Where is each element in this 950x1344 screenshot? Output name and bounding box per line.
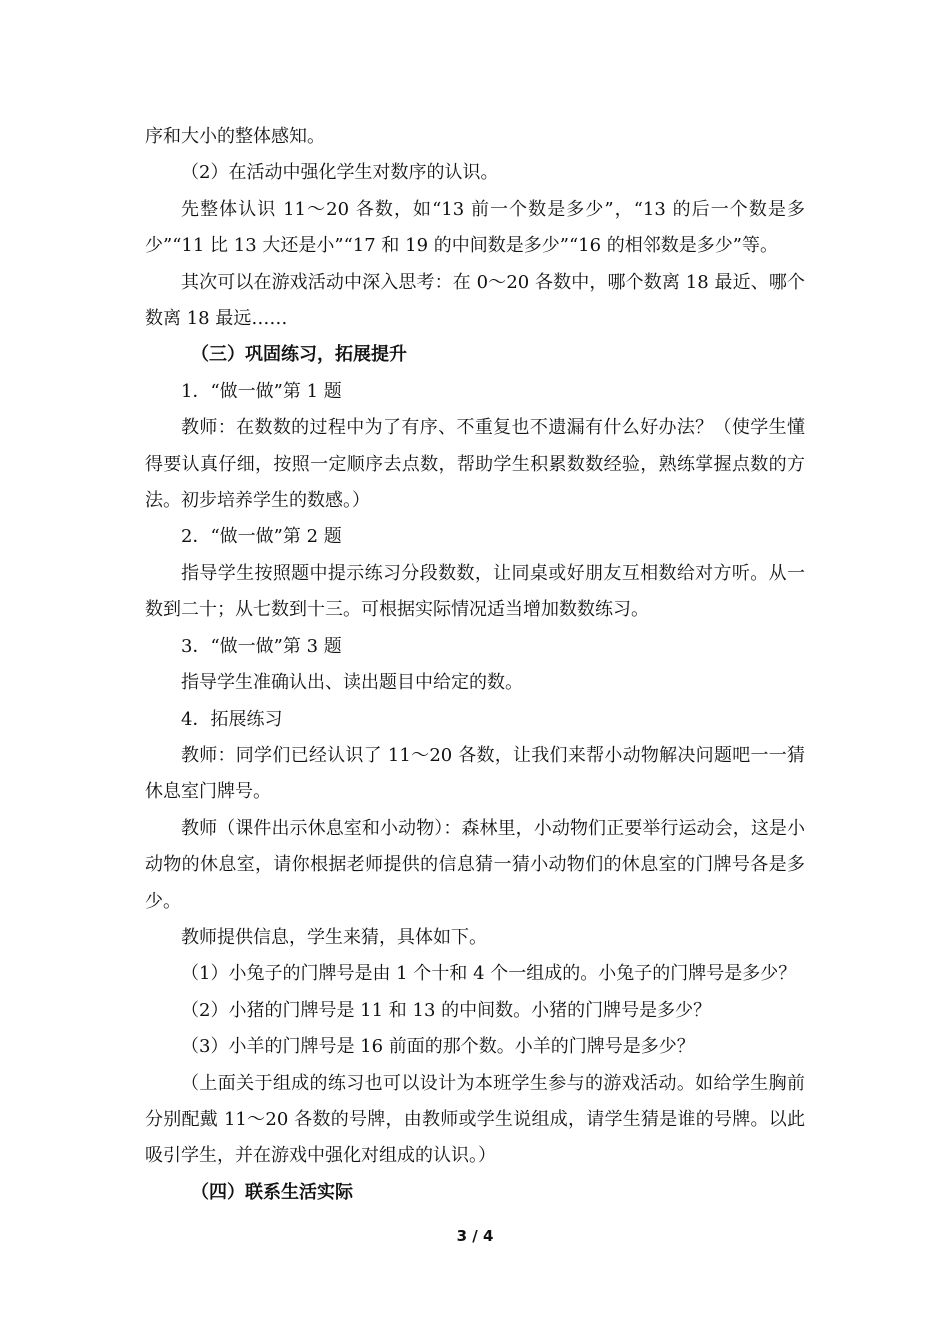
paragraph: 指导学生按照题中提示练习分段数数，让同桌或好朋友互相数给对方听。从一数到二十；从七数到十三。可根据实际情况适当增加数数练习。	[145, 562, 805, 621]
paragraph: 教师（课件出示休息室和小动物）：森林里，小动物们正要举行运动会，这是小动物的休息室，请你根据老师提供的信息猜一猜小动物们的休息室的门牌号各是多少。	[145, 817, 805, 912]
question-item: （3）小羊的门牌号是 16 前面的那个数。小羊的门牌号是多少？	[181, 1036, 695, 1058]
question-item: （1）小兔子的门牌号是由 1 个十和 4 个一组成的。小兔子的门牌号是多少？	[181, 963, 797, 985]
paragraph: 先整体认识 11～20 各数，如“13 前一个数是多少”，“13 的后一个数是多少”“11 比 13 大还是小”“17 和 19 的中间数是多少”“16 的相邻数是多少”等。	[145, 198, 805, 257]
page-number: 3 / 4	[456, 1227, 494, 1245]
document-body	[145, 119, 805, 1211]
paragraph: （上面关于组成的练习也可以设计为本班学生参与的游戏活动。如给学生胸前分别配戴 11～20 各数的号牌，由教师或学生说组成，请学生猜是谁的号牌。以此吸引学生，并在游戏中强化对组成的认识。）	[145, 1072, 805, 1167]
paragraph: 序和大小的整体感知。	[145, 126, 325, 147]
paragraph: 教师：同学们已经认识了 11～20 各数，让我们来帮小动物解决问题吧一一猜休息室门牌号。	[145, 744, 805, 803]
exercise-title: 1．“做一做”第 1 题	[181, 380, 342, 402]
paragraph: 指导学生准确认出、读出题目中给定的数。	[181, 672, 523, 694]
section-heading: （三）巩固练习，拓展提升	[191, 344, 407, 366]
paragraph: 教师提供信息，学生来猜，具体如下。	[181, 926, 487, 948]
question-item: （2）小猪的门牌号是 11 和 13 的中间数。小猪的门牌号是多少？	[181, 999, 712, 1021]
paragraph: 教师：在数数的过程中为了有序、不重复也不遗漏有什么好办法？（使学生懂得要认真仔细，按照一定顺序去点数，帮助学生积累数数经验，熟练掌握点数的方法。初步培养学生的数感。）	[145, 417, 805, 512]
paragraph: 其次可以在游戏活动中深入思考：在 0～20 各数中，哪个数离 18 最近、哪个数离 18 最远……	[145, 271, 805, 330]
exercise-title: 2．“做一做”第 2 题	[181, 526, 342, 548]
exercise-title: 3．“做一做”第 3 题	[181, 635, 342, 657]
paragraph: （2）在活动中强化学生对数序的认识。	[181, 162, 499, 184]
section-heading: （四）联系生活实际	[191, 1181, 353, 1203]
exercise-title: 4．拓展练习	[181, 708, 283, 730]
